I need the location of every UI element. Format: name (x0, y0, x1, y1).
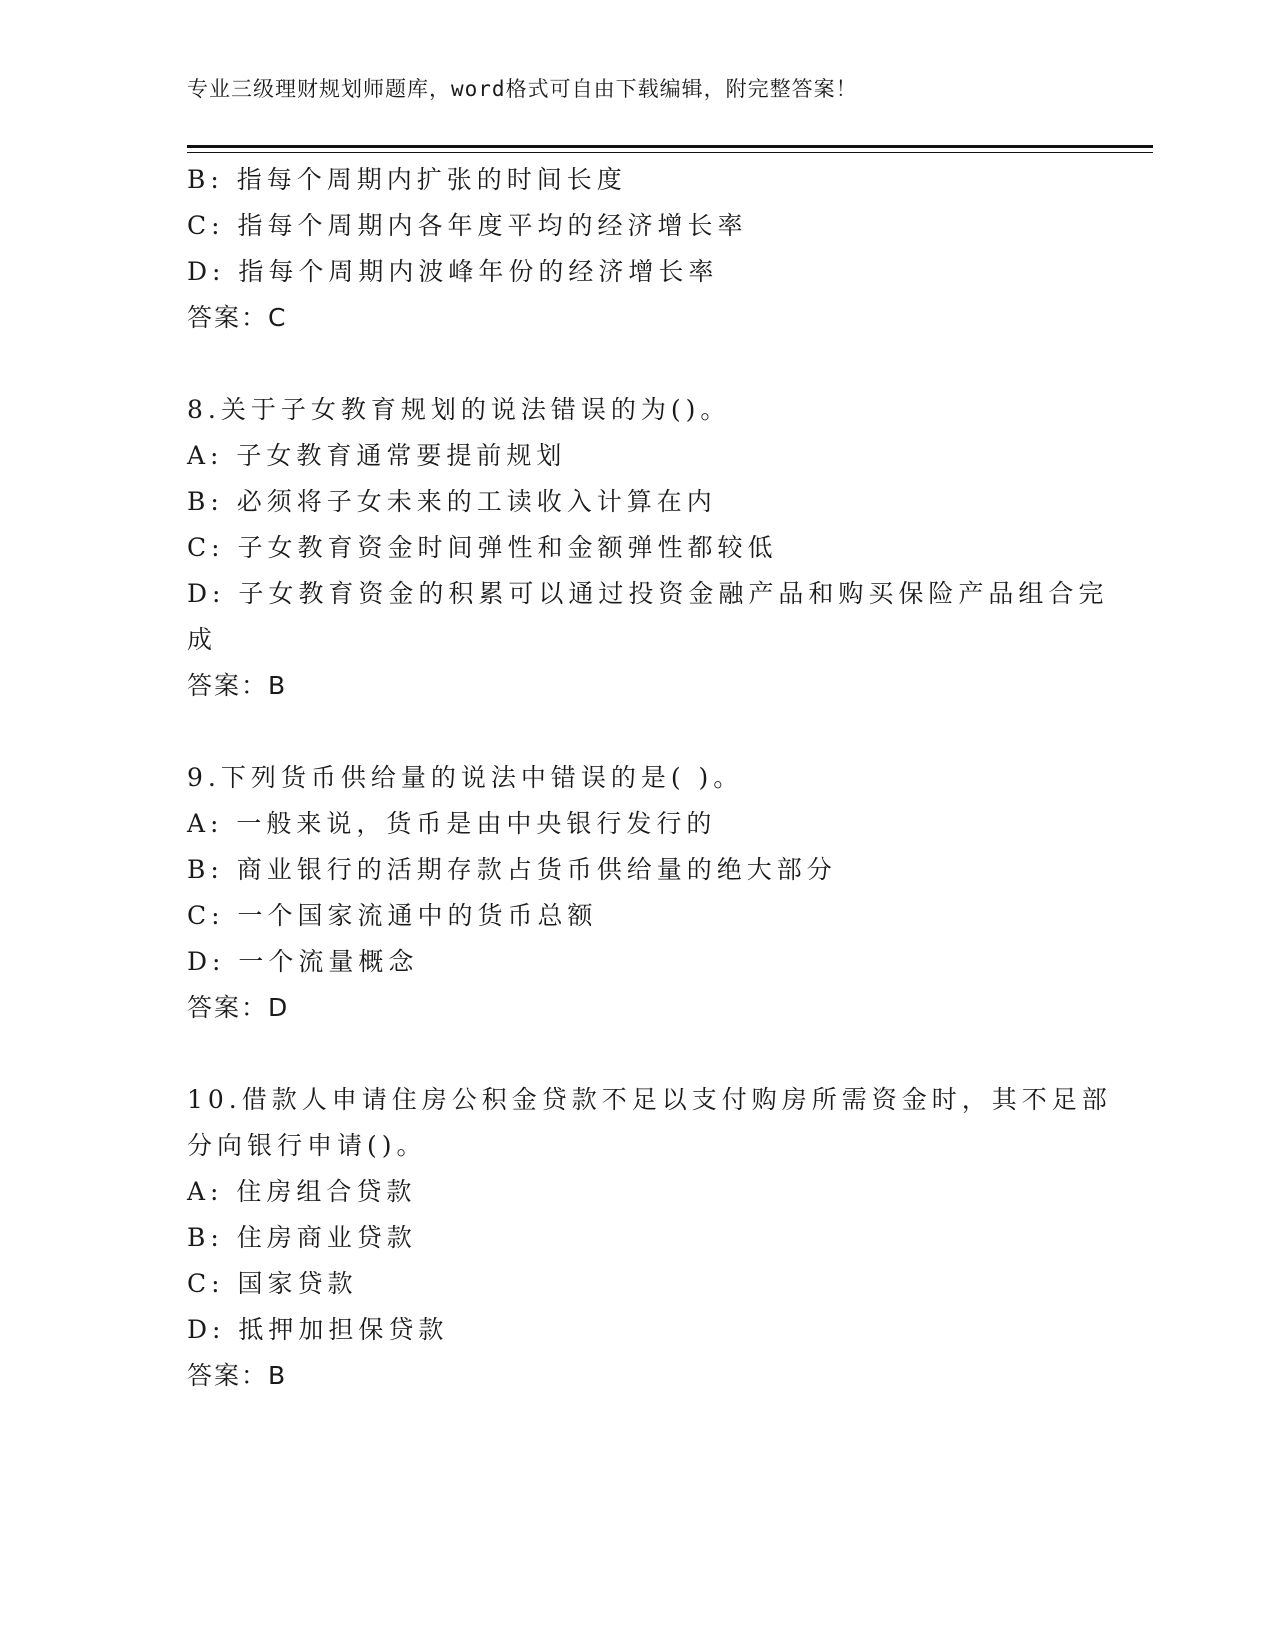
spacer (187, 341, 1087, 387)
option-c: C: 子女教育资金时间弹性和金额弹性都较低 (187, 533, 778, 562)
question-stem-continued: 分向银行申请()。 (187, 1131, 427, 1160)
option-d: D: 一个流量概念 (187, 947, 419, 976)
question-9 (187, 755, 1087, 1031)
option-c: C: 指每个周期内各年度平均的经济增长率 (187, 211, 748, 240)
option-b: B: 必须将子女未来的工读收入计算在内 (187, 487, 717, 516)
option-b: B: 商业银行的活期存款占货币供给量的绝大部分 (187, 855, 837, 884)
option-d: D: 指每个周期内波峰年份的经济增长率 (187, 257, 719, 286)
page-header: 专业三级理财规划师题库，word格式可自由下载编辑，附完整答案！ (187, 77, 858, 101)
question-stem: 10.借款人申请住房公积金贷款不足以支付购房所需资金时，其不足部 (187, 1085, 1112, 1114)
spacer (187, 1031, 1087, 1077)
option-c: C: 一个国家流通中的货币总额 (187, 901, 598, 930)
question-stem: 8.关于子女教育规划的说法错误的为()。 (187, 395, 731, 424)
answer: 答案：B (187, 671, 288, 700)
header-divider-thick (187, 145, 1153, 148)
option-d-continued: 成 (187, 625, 218, 654)
answer: 答案：B (187, 1361, 288, 1390)
spacer (187, 709, 1087, 755)
option-a: A: 住房组合贷款 (187, 1177, 417, 1206)
option-b: B: 指每个周期内扩张的时间长度 (187, 165, 627, 194)
option-d: D: 抵押加担保贷款 (187, 1315, 449, 1344)
option-a: A: 子女教育通常要提前规划 (187, 441, 567, 470)
option-d: D: 子女教育资金的积累可以通过投资金融产品和购买保险产品组合完 (187, 579, 1109, 608)
question-10 (187, 1077, 1112, 1399)
question-content (187, 157, 1112, 1399)
question-8 (187, 387, 1109, 709)
question-stem: 9.下列货币供给量的说法中错误的是( )。 (187, 763, 744, 792)
answer: 答案：D (187, 993, 290, 1022)
answer: 答案：C (187, 303, 288, 332)
question-7-tail (187, 157, 1087, 341)
header-divider-thin (187, 152, 1153, 153)
option-c: C: 国家贷款 (187, 1269, 358, 1298)
option-a: A: 一般来说，货币是由中央银行发行的 (187, 809, 717, 838)
option-b: B: 住房商业贷款 (187, 1223, 417, 1252)
